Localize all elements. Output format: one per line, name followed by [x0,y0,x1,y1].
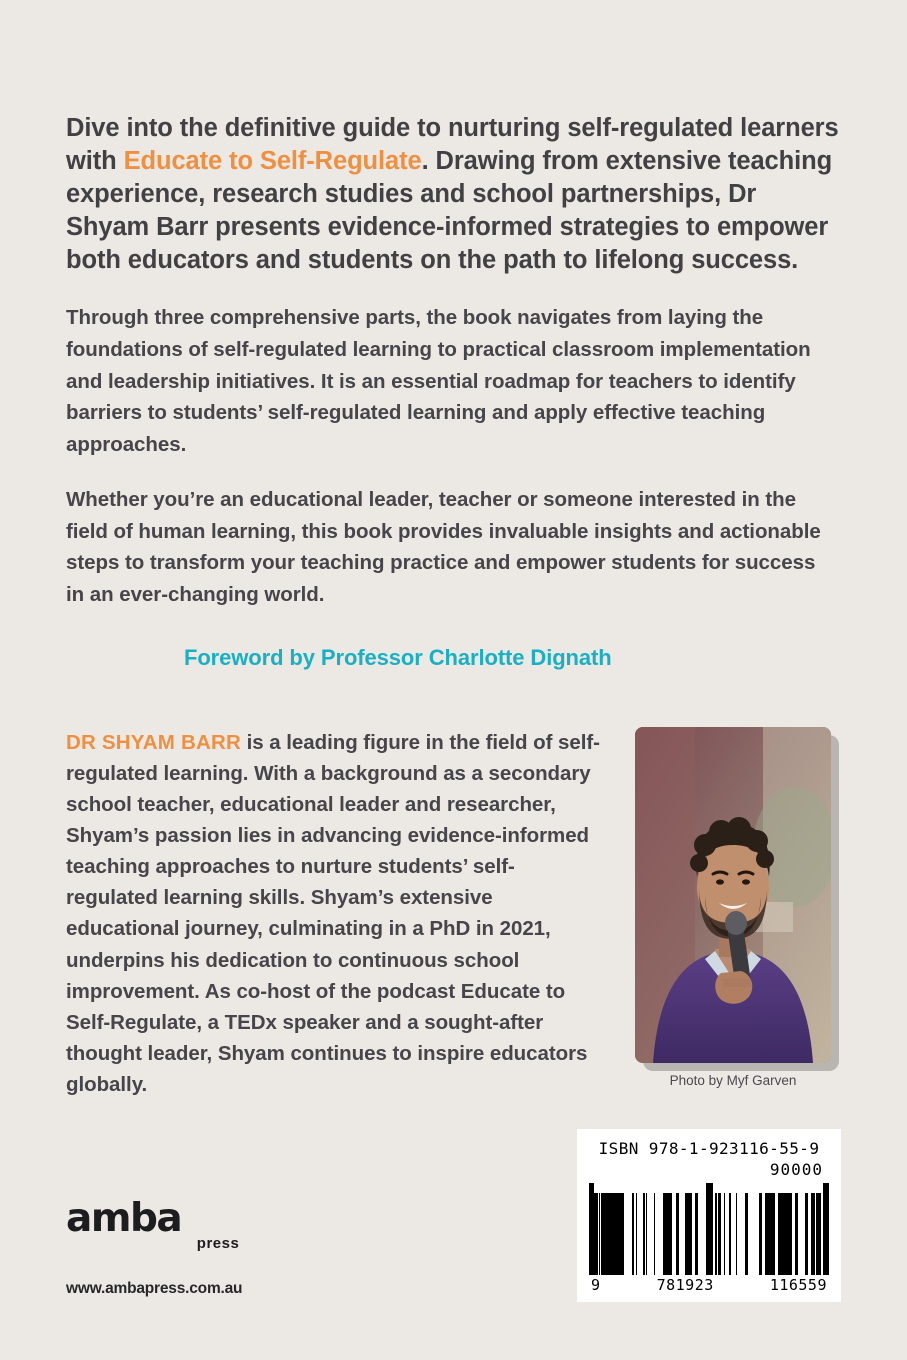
publisher-website[interactable]: www.ambapress.com.au [66,1280,243,1297]
barcode-bars [589,1183,829,1275]
barcode-digit-group-1: 781923 [656,1276,714,1294]
author-name: DR SHYAM BARR [66,730,241,754]
publisher-logo-sub: press [196,1235,240,1252]
publisher-block [66,1195,243,1302]
isbn-barcode [577,1129,841,1302]
foreword-credit: Foreword by Professor Charlotte Dignath [184,644,612,670]
author-photo-block [635,727,841,1088]
photo-credit: Photo by Myf Garven [669,1072,797,1088]
barcode-digit-group-2: 116559 [769,1276,827,1294]
footer [66,1129,841,1302]
blurb-paragraph-3: Whether you’re an educational leader, teacher or someone interested in the field of human learning, this book provides invaluable insights and actionable steps to transform your teaching practice and empower students for success in an ever-changing world. [66,488,821,606]
blurb-lead-paragraph [66,112,841,276]
publisher-logo: amba [66,1195,182,1241]
blurb-paragraph-2: Through three comprehensive parts, the book navigates from laying the foundations of self-regulated learning to practical classroom implementation and leadership initiatives. It is an essential roadmap for teachers to identify barriers to students’ self-regulated learning and apply effective teaching approaches. [66,306,811,456]
barcode-digit-left: 9 [591,1276,601,1294]
barcode-price-code: 90000 [769,1160,823,1179]
author-bio-section [66,727,841,1101]
blurb-lead-after: . Drawing from extensive teaching experience, research studies and school partnerships, Dr Shyam Barr presents evidence-informed strategies to empower both educators and students on the path to lifelong success. [66,146,833,274]
isbn-text: ISBN 978-1-923116-55-9 [598,1139,820,1158]
author-bio-body: is a leading figure in the field of self-regulated learning. With a background as a secondary school teacher, educational leader and researcher, Shyam’s passion lies in advancing evidence-informed teaching approaches to nurture students’ self-regulated learning skills. Shyam’s extensive educational journey, culminating in a PhD in 2021, underpins his dedication to continuous school improvement. As co-host of the podcast Educate to Self-Regulate, a TEDx speaker and a sought-after thought leader, Shyam continues to inspire educators globally. [66,730,600,1097]
barcode-digits [589,1275,829,1294]
author-portrait [635,727,831,1063]
book-title-highlight: Educate to Self-Regulate [123,146,422,175]
author-photo-frame [635,727,831,1063]
blurb-lead-before: Dive into the definitive guide to nurturing self-regulated learners with [66,114,839,175]
author-bio-text [66,727,605,1101]
